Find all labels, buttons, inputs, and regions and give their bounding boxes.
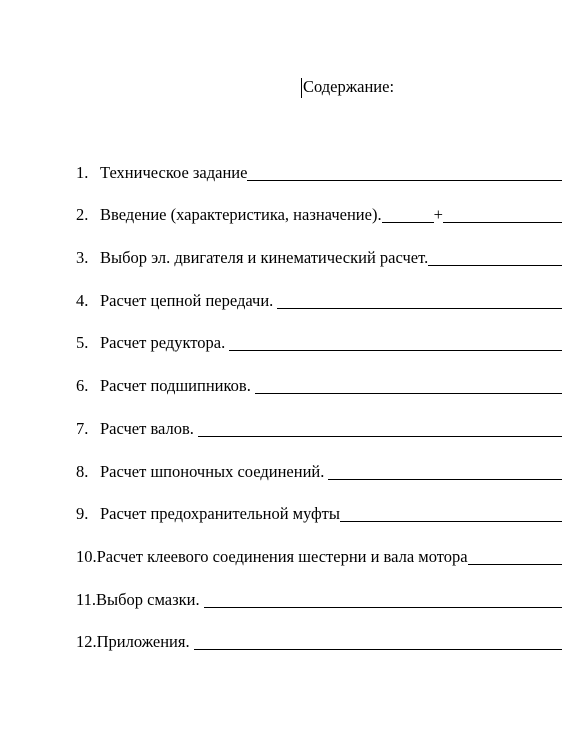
toc-item-number: 3. [76, 248, 89, 268]
toc-item-label: Расчет подшипников. [100, 376, 255, 396]
toc-item-label: Расчет валов. [100, 418, 199, 438]
toc-item-label: Расчет предохранительной муфты [100, 504, 340, 524]
toc-item-number: 1. [76, 162, 89, 182]
toc-leader-line [468, 564, 562, 565]
toc-item-number: 8. [76, 461, 89, 481]
toc-item-3 [76, 225, 562, 268]
toc-leader-line [382, 222, 434, 223]
toc-item-mark: + [433, 205, 443, 225]
toc-item-number: 2. [76, 205, 89, 225]
toc-leader-line [247, 180, 562, 181]
toc-item-label: Приложения. [96, 632, 194, 652]
toc-leader-line [328, 479, 562, 480]
toc-item-number: 9. [76, 504, 89, 524]
toc-leader-line [255, 393, 562, 394]
toc-item-label: Выбор эл. двигателя и кинематический расчет. [100, 248, 429, 268]
toc-item-8 [76, 439, 562, 482]
toc-leader-line [198, 436, 562, 437]
toc-item-number: 6. [76, 376, 89, 396]
toc-item-1 [76, 140, 562, 183]
toc-item-label: Расчет цепной передачи. [100, 290, 278, 310]
toc-item-number: 7. [76, 418, 89, 438]
toc-leader-line [443, 222, 562, 223]
toc-item-number: 4. [76, 290, 89, 310]
toc-item-6 [76, 353, 562, 396]
toc-item-2 [76, 183, 562, 226]
toc-leader-line [229, 350, 562, 351]
text-cursor [301, 78, 302, 98]
toc-item-label: Расчет редуктора. [100, 333, 230, 353]
table-of-contents [76, 140, 562, 652]
toc-item-label: Расчет клеевого соединения шестерни и вала мотора [96, 546, 468, 566]
toc-item-number: 10. [76, 546, 97, 566]
toc-leader-line [277, 308, 562, 309]
toc-item-number: 5. [76, 333, 89, 353]
toc-item-5 [76, 311, 562, 354]
toc-item-12 [76, 610, 562, 653]
toc-item-number: 12. [76, 632, 97, 652]
toc-item-number: 11. [76, 589, 97, 609]
toc-item-11 [76, 567, 562, 610]
toc-item-10 [76, 524, 562, 567]
toc-item-9 [76, 482, 562, 525]
toc-leader-line [428, 265, 562, 266]
document-title: Содержание: [303, 77, 395, 96]
toc-leader-line [194, 649, 562, 650]
toc-item-7 [76, 396, 562, 439]
toc-leader-line [204, 607, 562, 608]
toc-item-label: Введение (характеристика, назначение). [100, 205, 382, 225]
toc-item-label: Расчет шпоночных соединений. [100, 461, 329, 481]
toc-item-4 [76, 268, 562, 311]
toc-item-label: Выбор смазки. [96, 589, 204, 609]
toc-leader-line [340, 521, 562, 522]
toc-item-label: Техническое задание [100, 162, 248, 182]
